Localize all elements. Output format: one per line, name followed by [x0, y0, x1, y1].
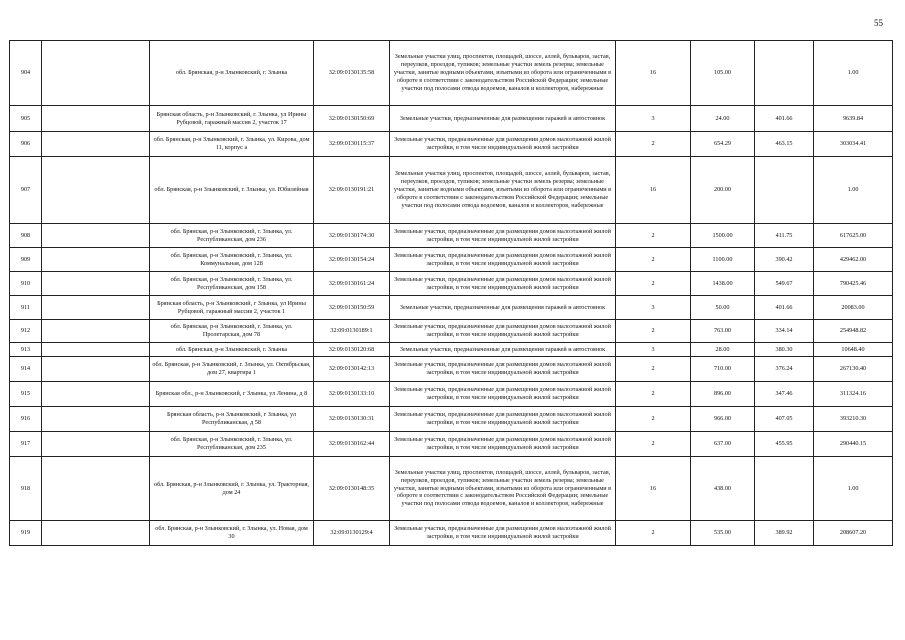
area-cell: 763.00 — [691, 320, 755, 343]
cadastral-number-cell: 32:09:0130129:4 — [314, 521, 390, 546]
use-group-cell: 2 — [616, 407, 691, 432]
table-row — [10, 357, 893, 382]
cadastral-value-cell: 9639.84 — [814, 106, 893, 132]
empty-cell — [42, 224, 150, 248]
area-cell: 28.00 — [691, 343, 755, 357]
address-cell: обл. Брянская, р-н Злынковский, г. Злынка — [150, 41, 314, 106]
empty-cell — [42, 382, 150, 407]
land-use-cell: Земельные участки, предназначенные для размещения гаражей и автостоянок — [390, 296, 616, 320]
cadastral-number-cell: 32:09:0130133:10 — [314, 382, 390, 407]
area-cell: 710.00 — [691, 357, 755, 382]
table-row — [10, 407, 893, 432]
land-use-cell: Земельные участки, предназначенные для размещения домов малоэтажной жилой застройки, в том числе индивидуальной жилой застройки — [390, 248, 616, 272]
specific-value-cell — [755, 41, 814, 106]
specific-value-cell: 407.05 — [755, 407, 814, 432]
row-number: 907 — [10, 157, 42, 224]
land-use-cell: Земельные участки, предназначенные для размещения гаражей и автостоянок — [390, 343, 616, 357]
cadastral-number-cell: 32:09:0130150:69 — [314, 106, 390, 132]
table-body — [10, 41, 893, 546]
page-number: 55 — [874, 18, 883, 28]
row-number: 905 — [10, 106, 42, 132]
row-number: 904 — [10, 41, 42, 106]
use-group-cell: 2 — [616, 248, 691, 272]
area-cell: 24.00 — [691, 106, 755, 132]
cadastral-number-cell: 32:09:0130162:44 — [314, 432, 390, 457]
specific-value-cell: 549.67 — [755, 272, 814, 296]
row-number: 912 — [10, 320, 42, 343]
land-use-cell: Земельные участки, предназначенные для размещения домов малоэтажной жилой застройки, в том числе индивидуальной жилой застройки — [390, 521, 616, 546]
table-row — [10, 457, 893, 521]
use-group-cell: 2 — [616, 224, 691, 248]
specific-value-cell: 455.95 — [755, 432, 814, 457]
empty-cell — [42, 132, 150, 157]
land-use-cell: Земельные участки, предназначенные для размещения домов малоэтажной жилой застройки, в том числе индивидуальной жилой застройки — [390, 132, 616, 157]
area-cell: 1100.00 — [691, 248, 755, 272]
land-use-cell: Земельные участки, предназначенные для размещения домов малоэтажной жилой застройки, в том числе индивидуальной жилой застройки — [390, 357, 616, 382]
address-cell: обл. Брянская, р-н Злынковский, г. Злынка, ул. Республиканская, дом 158 — [150, 272, 314, 296]
table-row — [10, 432, 893, 457]
use-group-cell: 3 — [616, 296, 691, 320]
cadastral-number-cell: 32:09:0130161:24 — [314, 272, 390, 296]
area-cell: 438.00 — [691, 457, 755, 521]
address-cell: обл. Брянская, р-н Злынковский, г. Злынка, ул. Республиканская, дом 235 — [150, 432, 314, 457]
specific-value-cell: 347.46 — [755, 382, 814, 407]
use-group-cell: 16 — [616, 157, 691, 224]
table-row — [10, 132, 893, 157]
cadastral-number-cell: 32:09:0130154:24 — [314, 248, 390, 272]
land-use-cell: Земельные участки, предназначенные для размещения домов малоэтажной жилой застройки, в том числе индивидуальной жилой застройки — [390, 432, 616, 457]
address-cell: обл. Брянская, р-н Злынковский, г. Злынка, ул. Кирова, дом 11, корпус а — [150, 132, 314, 157]
table-row — [10, 382, 893, 407]
table-row — [10, 106, 893, 132]
cadastral-number-cell: 32:09:0130191:21 — [314, 157, 390, 224]
area-cell: 50.00 — [691, 296, 755, 320]
use-group-cell: 2 — [616, 132, 691, 157]
use-group-cell: 2 — [616, 357, 691, 382]
land-use-cell: Земельные участки, предназначенные для размещения домов малоэтажной жилой застройки, в том числе индивидуальной жилой застройки — [390, 320, 616, 343]
area-cell: 637.00 — [691, 432, 755, 457]
specific-value-cell: 401.66 — [755, 296, 814, 320]
cadastral-value-cell: 311324.16 — [814, 382, 893, 407]
cadastral-value-cell: 290440.15 — [814, 432, 893, 457]
address-cell: Брянская область, р-н Злынковский, г Злынка, ул Республиканская, д 58 — [150, 407, 314, 432]
address-cell: обл. Брянская, р-н Злынковский, г. Злынка, ул. Новая, дом 30 — [150, 521, 314, 546]
empty-cell — [42, 296, 150, 320]
table-row — [10, 157, 893, 224]
specific-value-cell: 463.15 — [755, 132, 814, 157]
row-number: 914 — [10, 357, 42, 382]
table-row — [10, 224, 893, 248]
land-use-cell: Земельные участки, предназначенные для размещения домов малоэтажной жилой застройки, в том числе индивидуальной жилой застройки — [390, 407, 616, 432]
area-cell: 896.00 — [691, 382, 755, 407]
cadastral-number-cell: 32:09:0130174:30 — [314, 224, 390, 248]
cadastral-number-cell: 32:09:0130130:31 — [314, 407, 390, 432]
cadastral-number-cell: 32:09:0130115:37 — [314, 132, 390, 157]
row-number: 919 — [10, 521, 42, 546]
address-cell: обл. Брянская, р-н Злынковский, г. Злынка, ул. Тракторная, дом 24 — [150, 457, 314, 521]
area-cell: 966.00 — [691, 407, 755, 432]
area-cell: 535.00 — [691, 521, 755, 546]
cadastral-value-cell: 429462.00 — [814, 248, 893, 272]
use-group-cell: 16 — [616, 41, 691, 106]
land-registry-table — [9, 40, 893, 546]
specific-value-cell — [755, 157, 814, 224]
empty-cell — [42, 41, 150, 106]
cadastral-number-cell: 32:09:0130189:1 — [314, 320, 390, 343]
area-cell: 1438.00 — [691, 272, 755, 296]
table-row — [10, 41, 893, 106]
row-number: 913 — [10, 343, 42, 357]
land-use-cell: Земельные участки, предназначенные для размещения гаражей и автостоянок — [390, 106, 616, 132]
land-use-cell: Земельные участки, предназначенные для размещения домов малоэтажной жилой застройки, в том числе индивидуальной жилой застройки — [390, 382, 616, 407]
table-row — [10, 248, 893, 272]
specific-value-cell: 401.66 — [755, 106, 814, 132]
specific-value-cell: 411.75 — [755, 224, 814, 248]
specific-value-cell: 380.30 — [755, 343, 814, 357]
specific-value-cell: 389.92 — [755, 521, 814, 546]
use-group-cell: 2 — [616, 320, 691, 343]
empty-cell — [42, 320, 150, 343]
use-group-cell: 2 — [616, 382, 691, 407]
land-use-cell: Земельные участки улиц, проспектов, площадей, шоссе, аллей, бульваров, застав, переулков, проездов, тупиков; земельные участки земель резерва; земельные участки, занятые водными объектами, изъятыми из оборота или ограниченными в обороте в соответствии с законодательством Российской Федерации; земельные участки под полосами отвода водоемов, каналов и коллекторов, набережные — [390, 41, 616, 106]
empty-cell — [42, 521, 150, 546]
cadastral-value-cell: 1.00 — [814, 41, 893, 106]
row-number: 917 — [10, 432, 42, 457]
area-cell: 654.29 — [691, 132, 755, 157]
land-use-cell: Земельные участки, предназначенные для размещения домов малоэтажной жилой застройки, в том числе индивидуальной жилой застройки — [390, 224, 616, 248]
cadastral-value-cell: 1.00 — [814, 157, 893, 224]
cadastral-number-cell: 32:09:0130148:35 — [314, 457, 390, 521]
land-use-cell: Земельные участки улиц, проспектов, площадей, шоссе, аллей, бульваров, застав, переулков, проездов, тупиков; земельные участки земель резерва; земельные участки, занятые водными объектами, изъятыми из оборота или ограниченными в обороте в соответствии с законодательством Российской Федерации; земельные участки под полосами отвода водоемов, каналов и коллекторов, набережные — [390, 457, 616, 521]
address-cell: обл. Брянская, р-н Злынковский, г. Злынка, ул. Октябрьская, дом 27, квартира 1 — [150, 357, 314, 382]
table-row — [10, 296, 893, 320]
empty-cell — [42, 357, 150, 382]
use-group-cell: 2 — [616, 272, 691, 296]
use-group-cell: 3 — [616, 106, 691, 132]
area-cell: 200.00 — [691, 157, 755, 224]
area-cell: 1500.00 — [691, 224, 755, 248]
use-group-cell: 2 — [616, 432, 691, 457]
row-number: 908 — [10, 224, 42, 248]
land-use-cell: Земельные участки улиц, проспектов, площадей, шоссе, аллей, бульваров, застав, переулков, проездов, тупиков; земельные участки земель резерва; земельные участки, занятые водными объектами, изъятыми из оборота или ограниченными в обороте в соответствии с законодательством Российской Федерации; земельные участки под полосами отвода водоемов, каналов и коллекторов, набережные — [390, 157, 616, 224]
specific-value-cell — [755, 457, 814, 521]
cadastral-value-cell: 20083.00 — [814, 296, 893, 320]
address-cell: Брянская область, р-н Злынковский, г Злынка, ул Ирины Рубцовой, гаражный массив 2, участок 1 — [150, 296, 314, 320]
address-cell: Брянская обл., р-н Злынковский, г Злынка, ул Ленина, д 8 — [150, 382, 314, 407]
address-cell: обл. Брянская, р-н Злынковский, г. Злынка, ул. Юбилейная — [150, 157, 314, 224]
empty-cell — [42, 457, 150, 521]
cadastral-number-cell: 32:09:0130142:13 — [314, 357, 390, 382]
table-row — [10, 343, 893, 357]
row-number: 918 — [10, 457, 42, 521]
row-number: 911 — [10, 296, 42, 320]
row-number: 909 — [10, 248, 42, 272]
row-number: 916 — [10, 407, 42, 432]
cadastral-value-cell: 254948.82 — [814, 320, 893, 343]
row-number: 906 — [10, 132, 42, 157]
area-cell: 105.00 — [691, 41, 755, 106]
cadastral-value-cell: 617625.00 — [814, 224, 893, 248]
cadastral-value-cell: 10648.40 — [814, 343, 893, 357]
cadastral-number-cell: 32:09:0130120:68 — [314, 343, 390, 357]
land-use-cell: Земельные участки, предназначенные для размещения домов малоэтажной жилой застройки, в том числе индивидуальной жилой застройки — [390, 272, 616, 296]
table-row — [10, 521, 893, 546]
cadastral-value-cell: 790425.46 — [814, 272, 893, 296]
table-row — [10, 272, 893, 296]
use-group-cell: 3 — [616, 343, 691, 357]
address-cell: обл. Брянская, р-н Злынковский, г. Злынка — [150, 343, 314, 357]
table-row — [10, 320, 893, 343]
address-cell: обл. Брянская, р-н Злынковский, г. Злынка, ул. Коммунальная, дом 128 — [150, 248, 314, 272]
cadastral-value-cell: 267130.40 — [814, 357, 893, 382]
address-cell: обл. Брянская, р-н Злынковский, г. Злынка, ул. Республиканская, дом 236 — [150, 224, 314, 248]
cadastral-number-cell: 32:09:0130135:58 — [314, 41, 390, 106]
empty-cell — [42, 106, 150, 132]
row-number: 915 — [10, 382, 42, 407]
cadastral-value-cell: 208607.20 — [814, 521, 893, 546]
empty-cell — [42, 407, 150, 432]
address-cell: Брянская область, р-н Злынковский, г. Злынка, ул Ирины Рубцовой, гаражный массив 2, участок 17 — [150, 106, 314, 132]
cadastral-value-cell: 1.00 — [814, 457, 893, 521]
cadastral-value-cell: 393210.30 — [814, 407, 893, 432]
specific-value-cell: 390.42 — [755, 248, 814, 272]
empty-cell — [42, 343, 150, 357]
use-group-cell: 2 — [616, 521, 691, 546]
cadastral-value-cell: 303034.41 — [814, 132, 893, 157]
specific-value-cell: 334.14 — [755, 320, 814, 343]
address-cell: обл. Брянская, р-н Злынковский, г. Злынка, ул. Пролетарская, дом 78 — [150, 320, 314, 343]
specific-value-cell: 376.24 — [755, 357, 814, 382]
empty-cell — [42, 272, 150, 296]
empty-cell — [42, 432, 150, 457]
empty-cell — [42, 248, 150, 272]
cadastral-number-cell: 32:09:0130150:59 — [314, 296, 390, 320]
empty-cell — [42, 157, 150, 224]
use-group-cell: 16 — [616, 457, 691, 521]
row-number: 910 — [10, 272, 42, 296]
